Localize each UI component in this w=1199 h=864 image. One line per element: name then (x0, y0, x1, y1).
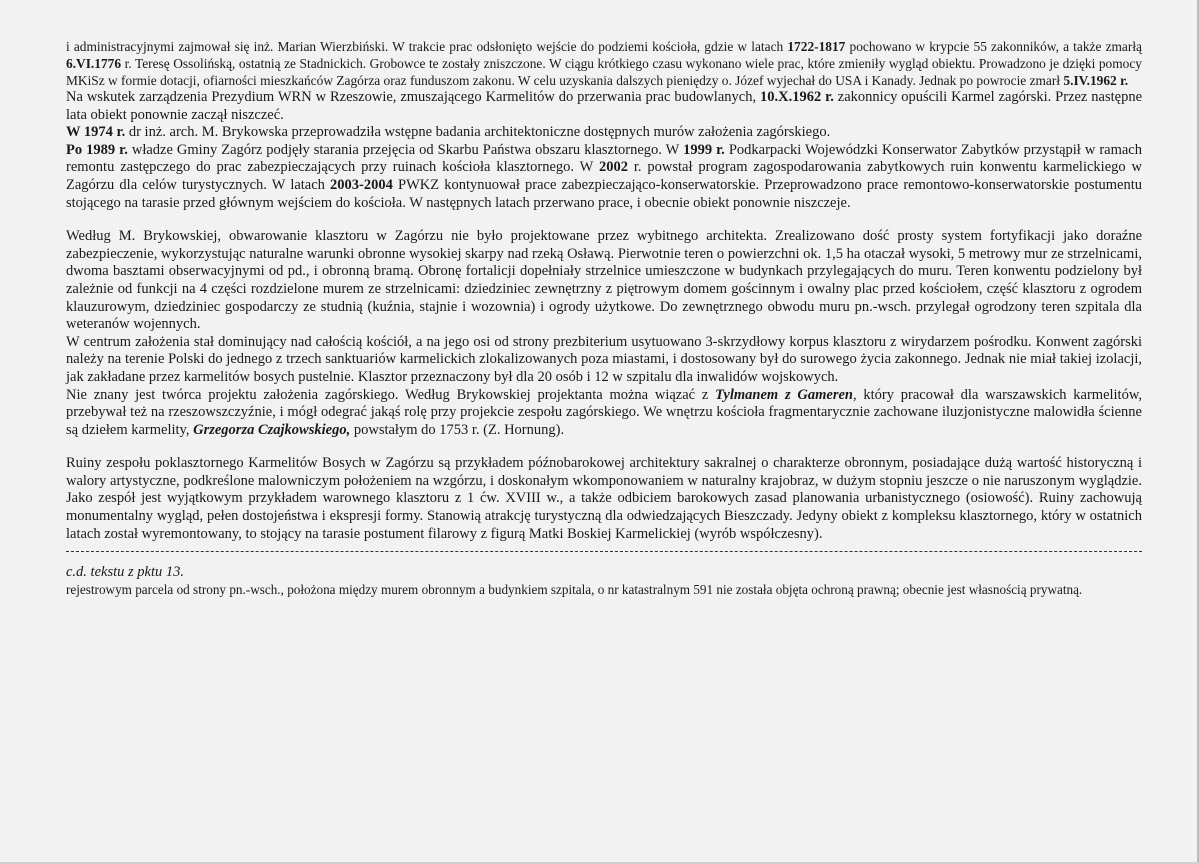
text-run: , który pracował dla warszawskich karmelitów, przebywał też na rzeszowszczyźnie, i mógł odegrać jakąś rolę przy projekcie zespołu zagórskiego. We wnętrzu kościoła fragmentarycznie zachowane iluzjonistyczne malowidła ścienne są dziełem karmelity, (66, 386, 1142, 438)
text-run: Podkarpacki Wojewódzki Konserwator Zabytków przystąpił w ramach remontu zastępczego do prac zabezpieczających przy ruinach kościoła klasztornego. W (66, 141, 1142, 176)
text-run: władze Gminy Zagórz podjęły starania przejęcia od Skarbu Państwa obszaru klasztornego. W (127, 141, 684, 158)
paragraph-after-1989 (66, 142, 1142, 212)
paragraph-gap (66, 439, 1142, 455)
text-run: i administracyjnymi zajmował się inż. Marian Wierzbiński. W trakcie prac odsłonięto wejście do podziemi kościoła, gdzie w latach (66, 39, 788, 54)
name-bold-italic: Tylmanem z Gameren (715, 386, 853, 403)
date-bold: 2002 (598, 159, 628, 176)
footer-heading: c.d. tekstu z pktu 13. (66, 564, 184, 581)
paragraph-history-works (66, 38, 1142, 89)
text-run: r. powstał program zagospodarowania zabytkowych ruin konwentu karmelickiego w Zagórzu dla celów turystycznych. W latach (66, 159, 1142, 193)
date-bold: Po 1989 r. (66, 141, 128, 158)
date-bold: W 1974 r. (66, 124, 126, 141)
date-bold: 2003-2004 (330, 176, 393, 193)
text-run: powstałym do 1753 r. (Z. Hornung). (350, 421, 565, 438)
date-bold: 10.X.1962 r. (760, 89, 834, 105)
text-run: zakonnicy opuścili Karmel zagórski. Przez następne lata obiekt ponownie zaczął niszczeć. (66, 89, 1143, 123)
name-bold-italic: Grzegorza Czajkowskiego, (193, 421, 351, 438)
dashed-divider (66, 551, 1142, 552)
paragraph-church-center: W centrum założenia stał dominujący nad całością kościół, a na jego osi od strony prezbiterium usytuowano 3-skrzydłowy korpus klasztoru z wirydarzem pośrodku. Konwent zagórski należy na terenie Polski do jednego z trzech sanktuariów karmelickich zlokalizowanych poza miastami, i dostosowany był do surowego życia zakonnego. Jednak nie miał takiej izolacji, jak zakładane przez karmelitów bosych pustelnie. Klasztor przeznaczony był dla 20 osób i 12 w szpitalu dla inwalidów wojskowych. (66, 333, 1142, 385)
paragraph-ruins-value: Ruiny zespołu poklasztornego Karmelitów Bosych w Zagórzu są przykładem późnobarokowej architektury sakralnej o charakterze obronnym, posiadające dużą wartość historyczną i walory artystyczne, podkreślone malowniczym położeniem na wzgórzu, i doskonałym wkomponowaniem w naturalny krajobraz, w dużym stopniu jeszcze o nie naruszonym wyglądzie. Jako zespół jest wyjątkowym przykładem warownego klasztoru z 1 ćw. XVIII w., a także odbiciem barokowych zasad planowania urbanistycznego (osiowość). Ruiny zachowują monumentalny wygląd, pełen dostojeństwa i ekspresji formy. Stanowią atrakcję turystyczną dla odwiedzających Bieszczady. Jedyny obiekt z kompleksu klasztornego, który w ostatnich latach został wyremontowany, to stojący na tarasie postument filarowy z figurą Matki Boskiej Karmelickiej (wyrób współczesny). (66, 455, 1142, 542)
text-run: Nie znany jest twórca projektu założenia zagórskiego. Według Brykowskiej projektanta można wiązać z (66, 386, 716, 403)
document-body (66, 38, 1142, 598)
text-run: r. Teresę Ossolińską, ostatnią ze Stadnickich. Grobowce te zostały zniszczone. W ciągu krótkiego czasu wykonano wiele prac, które zmieniły wygląd obiektu. Prowadzono je dzięki pomocy MKiSz w formie dotacji, ofiarności mieszkańców Zagórza oraz funduszom zakonu. W celu uzyskania dalszych pieniędzy o. Józef wyjechał do USA i Kanady. Jednak po powrocie zmarł (66, 56, 1142, 88)
text-run: dr inż. arch. M. Brykowska przeprowadziła wstępne badania architektoniczne dostępnych murów założenia zagórskiego. (125, 124, 831, 141)
text-run: PWKZ kontynuował prace zabezpieczająco-konserwatorskie. Przeprowadzono prace remontowo-konserwatorskie postumentu stojącego na tarasie przed głównym wejściem do kościoła. W następnych latach przerwano prace, i obecnie obiekt ponownie niszczeje. (66, 176, 1142, 211)
paragraph-wrn-order (66, 89, 1142, 124)
text-run: Na wskutek zarządzenia Prezydium WRN w Rzeszowie, zmuszającego Karmelitów do przerwania prac budowlanych, (66, 89, 760, 105)
footer-text: rejestrowym parcela od strony pn.-wsch., położona między murem obronnym a budynkiem szpitala, o nr katastralnym 591 nie została objęta ochroną prawną; obecnie jest własnością prywatną. (66, 582, 1083, 598)
paragraph-fortifications: Według M. Brykowskiej, obwarowanie klasztoru w Zagórzu nie było projektowane przez wybitnego architekta. Zrealizowano dość prosty system fortyfikacji jako doraźne zabezpieczenie, wykorzystując naturalne warunki obronne wysokiej skarpy nad rzeką Osławą. Pierwotnie teren o powierzchni ok. 1,5 ha otaczał wysoki, 5 metrowy mur ze strzelnicami, dwoma basztami obserwacyjnymi od pd., i obronną bramą. Obronę fortalicji dopełniały strzelnice umieszczone w budynkach przylegających do muru. Teren konwentu podzielony był zależnie od funkcji na 4 części rozdzielone murem ze strzelnicami: dziedziniec zewnętrzny z piętrowym domem gościnnym i owalny plac przed kościołem, część klasztoru z ogrodem klauzurowym, dziedziniec gospodarczy ze studnią (kuźnia, stajnie i wozownia) i ogrody użytkowe. Do zewnętrznego obwodu muru pn.-wsch. przylegał ogrodzony teren szpitala dla weteranów wojennych. (66, 228, 1142, 333)
date-bold: 6.VI.1776 (66, 56, 122, 71)
date-bold: 5.IV.1962 r. (1063, 73, 1129, 88)
date-bold: 1722-1817 (787, 39, 846, 54)
paragraph-gap (66, 212, 1142, 228)
date-bold: 1999 r. (683, 141, 725, 158)
paragraph-1974 (66, 124, 1142, 142)
paragraph-designer (66, 387, 1142, 440)
text-run: pochowano w krypcie 55 zakonników, a także zmarłą (845, 39, 1142, 54)
